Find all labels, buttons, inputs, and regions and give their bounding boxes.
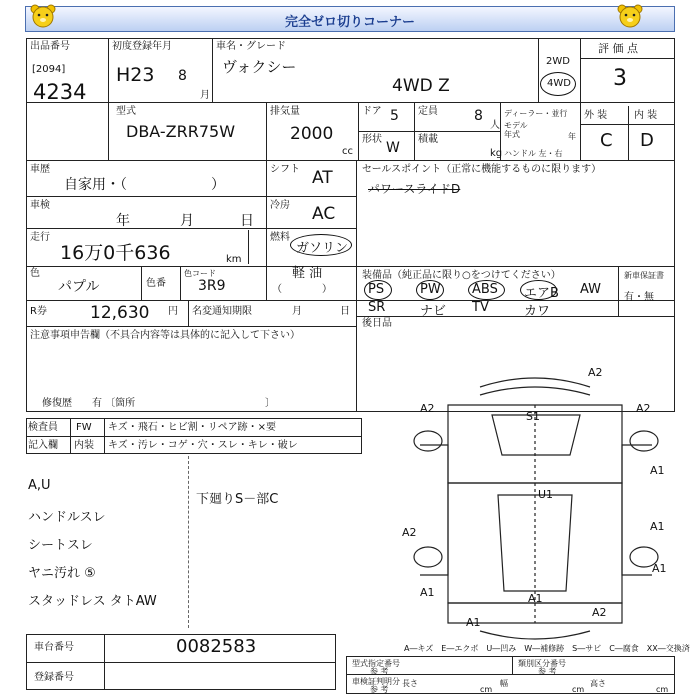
fuel-label: 燃料 [270, 232, 290, 243]
inspector-int: 内装 [74, 440, 94, 451]
chassis-label: 車台番号 [34, 642, 74, 653]
color-code-label2: 色コード [184, 269, 216, 278]
legend: A―キズ E―エクボ U―凹み W―補修跡 S―サビ C―腐食 XX―交換済 [404, 644, 690, 653]
car-name: ヴォクシー [222, 58, 297, 76]
bear-mascot-icon [617, 4, 643, 28]
damage-mark: A2 [636, 402, 651, 415]
drive-4wd: 4WD [547, 78, 571, 89]
note-line: スタッドレス タトAW [28, 594, 157, 609]
note-line: ハンドルスレ [28, 510, 106, 525]
fuel-gas: ガソリン [296, 241, 349, 256]
equipment-item: ナビ [420, 304, 447, 319]
report-label: 注意事項申告欄（不具合内容等は具体的に記入して下さい） [30, 330, 300, 341]
notice-month: 月 [292, 306, 302, 317]
displacement-label: 排気量 [270, 106, 300, 117]
interior-label: 内 装 [634, 110, 658, 121]
notice-day: 日 [340, 306, 350, 317]
equipment-item: ABS [472, 282, 498, 297]
footer-height: 高さ [590, 679, 606, 688]
doors-label: ドア [362, 106, 382, 117]
shape-label: 形状 [362, 134, 382, 145]
damage-mark: A1 [650, 464, 665, 477]
note-line: ヤニ汚れ ⑤ [28, 566, 96, 581]
dealer-label: ディーラー・並行 [504, 109, 568, 118]
inspector-label2: 記入欄 [28, 440, 58, 451]
recycle-unit: 円 [168, 306, 178, 317]
registration-label: 登録番号 [34, 672, 74, 683]
color-code: 3R9 [198, 278, 226, 294]
color-label: 色 [30, 268, 40, 279]
inspection-month: 月 [180, 213, 194, 229]
car-grade: 4WD Z [392, 76, 450, 96]
displacement-value: 2000 [290, 124, 334, 144]
dealer-year-unit: 年 [568, 132, 576, 141]
recycle-label: R券 [30, 306, 47, 317]
footer-cm1: cm [480, 685, 493, 694]
inspector-int-text: キズ・汚レ・コゲ・穴・スレ・キレ・破レ [108, 440, 298, 451]
note-line: A,U [28, 478, 51, 493]
score-label: 評 価 点 [598, 42, 638, 55]
mileage-value: 16万0千636 [60, 242, 171, 264]
load-unit: kg [490, 148, 503, 159]
color-code-label: 色番 [146, 278, 166, 289]
notice-label: 名変通知期限 [192, 306, 252, 317]
inspector-fw: FW [76, 422, 92, 433]
footer-cm3: cm [656, 685, 669, 694]
damage-mark: A2 [592, 606, 607, 619]
banner-title: 完全ゼロ切りコーナー [284, 15, 415, 30]
history-label: 車歴 [30, 164, 50, 175]
shift-label: シフト [270, 164, 300, 175]
drive-2wd: 2WD [546, 56, 570, 67]
after-date-label: 後日品 [362, 318, 392, 329]
fuel-diesel: 軽 油 [292, 266, 323, 281]
inspection-year: 年 [116, 213, 130, 229]
footer-c3: 車検証判明分 [352, 677, 400, 686]
equipment-item: AW [580, 282, 602, 297]
damage-mark: A1 [528, 592, 543, 605]
lot-number: 4234 [33, 80, 87, 104]
damage-mark: A2 [420, 402, 435, 415]
color-value: パプル [58, 279, 100, 295]
warranty-value: 有・無 [624, 292, 654, 303]
load-label: 積載 [418, 134, 438, 145]
inspector-fw-text: キズ・飛石・ヒビ割・リペア跡・×要 [108, 422, 276, 433]
doors-value: 5 [390, 108, 399, 124]
damage-mark: A2 [402, 526, 417, 539]
footer-width: 幅 [500, 679, 508, 688]
equipment-label: 装備品（純正品に限り○をつけてください） [362, 270, 561, 281]
dealer-model-year: モデル 年式 [504, 121, 528, 139]
inspector-label1: 検査員 [28, 422, 58, 433]
damage-mark: A1 [420, 586, 435, 599]
footer-cm2: cm [572, 685, 585, 694]
first-reg-month: 8 [178, 68, 187, 84]
lot-label: 出品番号 [30, 41, 70, 52]
note-right: 下廻りS－部C [196, 492, 279, 507]
capacity-label: 定員 [418, 106, 438, 117]
equipment-circle [468, 280, 505, 300]
sales-point-item: パワースライドD [368, 182, 461, 196]
damage-mark: A2 [588, 366, 603, 379]
fuel-paren: （ ） [272, 284, 332, 295]
mileage-unit: km [226, 254, 242, 265]
recycle-value: 12,630 [90, 303, 150, 323]
lot-sub: [2094] [32, 64, 66, 75]
interior-value: D [640, 130, 654, 151]
exterior-label: 外 装 [584, 110, 608, 121]
warranty-label: 新車保証書 [624, 271, 664, 280]
first-reg-label: 初度登録年月 [112, 41, 172, 52]
displacement-unit: cc [342, 146, 353, 157]
dealer-handle: ハンドル 左・右 [504, 149, 563, 158]
month-unit: 月 [200, 90, 210, 101]
footer-ref3: 参 考 [370, 685, 389, 694]
capacity-unit: 人 [490, 120, 500, 131]
damage-mark: A1 [466, 616, 481, 629]
footer-length: 長さ [402, 679, 418, 688]
equipment-circle [520, 280, 557, 300]
shift-value: AT [312, 168, 333, 188]
equipment-circle [416, 280, 444, 300]
chassis-value: 0082583 [176, 636, 257, 657]
bear-mascot-icon [30, 4, 56, 28]
footer-c2: 類別区分番号 [518, 659, 566, 668]
capacity-value: 8 [474, 108, 483, 124]
damage-mark: U1 [538, 488, 554, 501]
sales-point-label: セールスポイント（正常に機能するものに限ります） [362, 164, 602, 175]
equipment-item: TV [472, 300, 489, 315]
damage-mark: A1 [652, 562, 667, 575]
equipment-item: PS [368, 282, 385, 297]
note-line: シートスレ [28, 538, 93, 553]
car-label: 車名・グレード [216, 41, 286, 52]
footer-ref2: 参 考 [538, 667, 557, 676]
shape-value: W [386, 140, 400, 156]
aircon-value: AC [312, 204, 336, 224]
damage-mark: S1 [526, 410, 540, 423]
banner [25, 6, 675, 32]
mileage-label: 走行 [30, 232, 50, 243]
footer-c1: 型式指定番号 [352, 659, 400, 668]
first-reg-era: H23 [116, 64, 155, 86]
equipment-item: SR [368, 300, 386, 315]
score-value: 3 [613, 66, 627, 91]
inspection-label: 車検 [30, 200, 50, 211]
model-label: 型式 [116, 106, 136, 117]
equipment-item: エアB [524, 286, 559, 301]
equipment-item: カワ [524, 304, 551, 319]
exterior-value: C [600, 130, 613, 151]
history-value: 自家用・（ ） [64, 177, 225, 193]
equipment-circle [364, 280, 392, 300]
equipment-item: PW [420, 282, 441, 297]
inspection-day: 日 [240, 213, 254, 229]
aircon-label: 冷房 [270, 200, 290, 211]
model-value: DBA-ZRR75W [126, 122, 236, 141]
footer-ref1: 参 考 [370, 667, 389, 676]
damage-mark: A1 [650, 520, 665, 533]
repair-history: 修復歴 有 〔箇所 〕 [42, 398, 276, 409]
